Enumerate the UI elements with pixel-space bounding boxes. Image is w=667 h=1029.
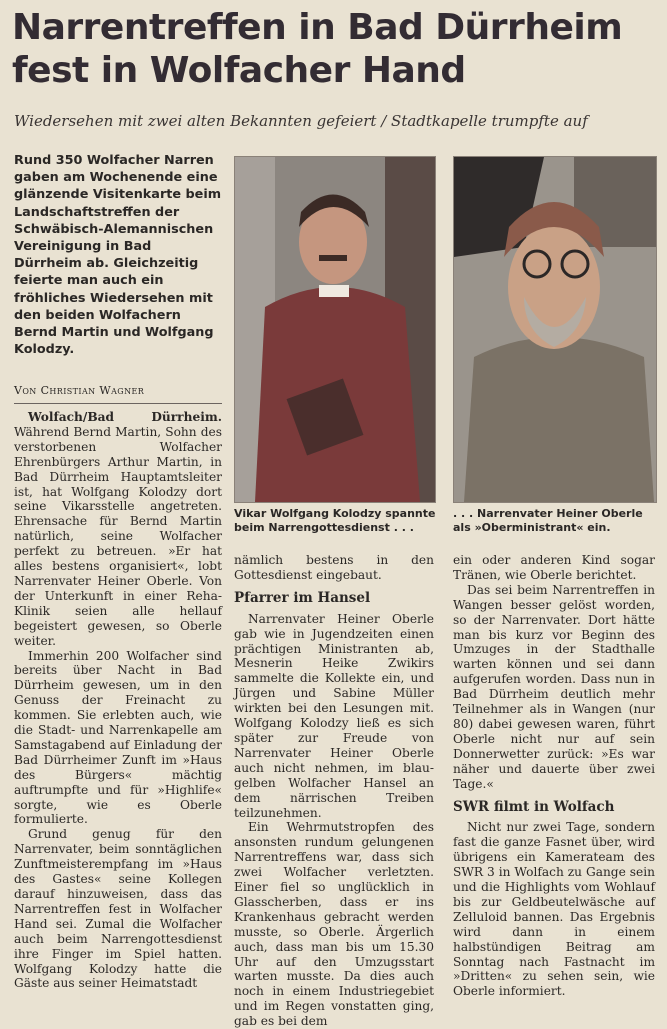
dateline: Wolfach/Bad Dürrheim. [28,410,222,424]
photo-image [454,157,656,502]
paragraph: nämlich bestens in den Gottesdienst eingebaut. [234,553,434,582]
paragraph: Narrenvater Heiner Oberle gab wie in Jugendzeiten einen prächtigen Ministranten ab, Mesnerin Heike Zwikirs sammelte die Kollekte ein, und Jürgen und Sabine Müller wirkten bei den Lesungen mit. Wolfgang Kolodzy ließ es sich später zur Freude von Narrenvater Heiner Oberle auch nicht nehmen, im blau-gelben Wolfacher Hansel an dem närrischen Treiben teilzunehmen. [234,611,434,820]
column-2 [234,553,434,1029]
paragraph: Grund genug für den Narrenvater, beim sonntäglichen Zunftmeisterempfang im »Haus des Gastes« seine Kollegen darauf hinzuweisen, dass das Narrentreffen fest in Wolfacher Hand sei. Zumal die Wolfacher auch beim Narrengottesdienst ihre Finger im Spiel hatten. Wolfgang Kolodzy hatte die Gäste aus seiner Heimatstadt [14,827,222,991]
subheadline: Wiedersehen mit zwei alten Bekannten gefeiert / Stadtkapelle trumpfte auf [14,112,588,130]
photo-narrenvater-oberle [453,156,657,503]
paragraph: Das sei beim Narrentreffen in Wangen besser gelöst worden, so der Narrenvater. Dort hätte man bis kurz vor Beginn des Umzuges in der Stadthalle warten können und sei dann aufgerufen worden. Dass nun in Bad Dürrheim deutlich mehr Teilnehmer als in Wangen (nur 80) dabei gewesen waren, führt Oberle nicht nur auf sein Donnerwetter zurück: »Es war näher und dauerte über zwei Tage.« [453,582,655,791]
column-1 [14,410,222,1020]
subhead-pfarrer: Pfarrer im Hansel [234,589,371,606]
paragraph: Nicht nur zwei Tage, sondern fast die ganze Fasnet über, wird übrigens ein Kamerateam des SWR 3 in Wolfach zu Gange sein und die Highlights vom Wohlauf bis zur Geldbeutelwäsche auf Zelluloid bannen. Das Ergebnis wird dann in einem halbstündigen Beitrag am Sonntag nach Fastnacht im »Dritten« zu sehen sein, wie Oberle informiert. [453,820,655,999]
photo-vikar-kolodzy [234,156,436,503]
paragraph-text: Während Bernd Martin, Sohn des verstorbenen Wolfacher Ehrenbürgers Arthur Martin, in Bad Dürrheim Hauptamtsleiter ist, hat Wolfgang Kolodzy dort seine Vikarsstelle angetreten. Ehrensache für Bernd Martin natürlich, seine Wolfacher perfekt zu betreuen. »Er hat alles bestens organisiert«, lobt Narrenvater Heiner Oberle. Von der Unterkunft in einer Reha-Klinik seien alle hellauf begeistert gewesen, so Oberle weiter. [14,424,222,648]
byline-rule [14,403,222,404]
lead-paragraph: Rund 350 Wolfacher Narren gaben am Wochenende eine glänzende Visitenkarte beim Landschaftstreffen der Schwäbisch-Alemannischen Vereinigung in Bad Dürrheim ab. Gleichzeitig feierte man auch ein fröhliches Wiedersehen mit den beiden Wolfachern Bernd Martin und Wolfgang Kolodzy. [14,153,222,358]
photo-image [235,157,435,502]
byline: Von Christian Wagner [14,384,145,397]
headline: Narrentreffen in Bad Dürrheim fest in Wolfacher Hand [12,7,623,91]
caption-photo-2: . . . Narrenvater Heiner Oberle als »Oberministrant« ein. [453,507,643,534]
paragraph [14,410,222,649]
paragraph: Ein Wehrmutstropfen des ansonsten rundum gelungenen Narrentreffens war, dass sich zwei Wolfacher verletzten. Einer fiel so unglücklich in Glasscherben, dass er ins Krankenhaus gebracht werden musste, so Oberle. Ärgerlich auch, dass man bis um 15.30 Uhr auf den Umzugsstart warten musste. Da dies auch noch in einem Industriegebiet und im Regen vonstatten ging, gab es bei dem [234,820,434,1029]
column-3 [453,553,655,1021]
caption-photo-1: Vikar Wolfgang Kolodzy spannte beim Narrengottesdienst . . . [234,507,436,534]
subhead-swr: SWR filmt in Wolfach [453,798,615,815]
paragraph: ein oder anderen Kind sogar Tränen, wie Oberle berichtet. [453,553,655,582]
paragraph: Immerhin 200 Wolfacher sind bereits über Nacht in Bad Dürrheim gewesen, um in den Genuss der Freinacht zu kommen. Sie erlebten auch, wie die Stadt- und Narrenkapelle am Samstagabend auf Einladung der Bad Dürrheimer Zunft im »Haus des Bürgers« mächtig auftrumpfte und für »Highlife« sorgte, wie es Oberle formulierte. [14,648,222,827]
